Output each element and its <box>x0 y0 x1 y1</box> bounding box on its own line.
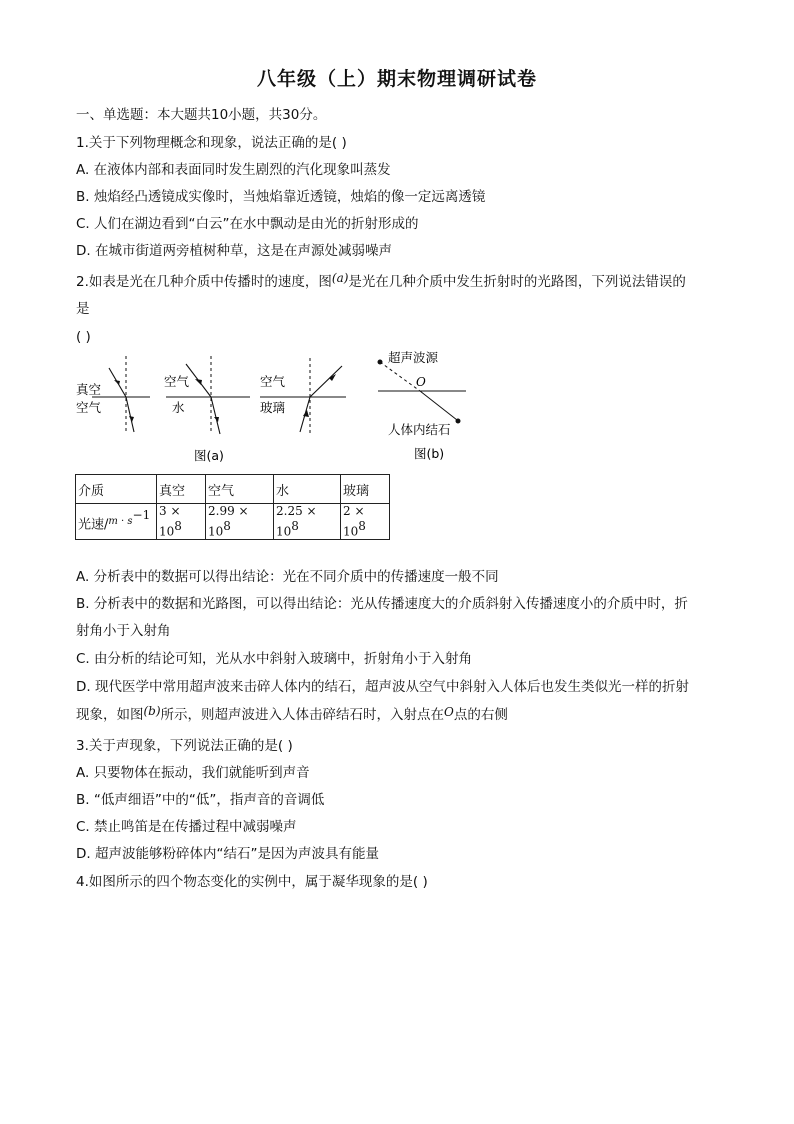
label-top: 空气 <box>164 374 190 389</box>
label-bottom: 水 <box>172 400 185 415</box>
q2-option-d-symbol-b: (b) <box>143 704 161 718</box>
label-top: 空气 <box>260 374 286 389</box>
q2-option-d-line2: 现象，如图(b)所示，则超声波进入人体击碎结石时，入射点在O点的右侧 <box>76 704 508 723</box>
section-heading: 一、单选题：本大题共10小题，共30分。 <box>76 107 327 123</box>
table-header-cell: 介质 <box>76 475 157 504</box>
table-header-row <box>76 475 390 504</box>
fig-b-source-label: 超声波源 <box>388 350 439 365</box>
q2-stem-line2: 是 <box>76 301 90 317</box>
fig-b-caption: 图(b) <box>414 446 445 461</box>
fig-a-panel-air-water <box>164 356 250 434</box>
q3-option-c: C. 禁止鸣笛是在传播过程中减弱噪声 <box>76 819 297 835</box>
refracted-ray <box>126 397 134 432</box>
q2-option-b-line1: B. 分析表中的数据和光路图，可以得出结论：光从传播速度大的介质斜射入传播速度小的介质中时，折 <box>76 596 688 612</box>
q2-stem-line1 <box>76 273 686 291</box>
q2-option-a: A. 分析表中的数据可以得出结论：光在不同介质中的传播速度一般不同 <box>76 569 499 585</box>
q3-stem: 3.关于声现象，下列说法正确的是( ) <box>76 738 293 754</box>
refraction-figures <box>74 346 484 466</box>
q1-option-c: C. 人们在湖边看到“白云”在水中飘动是由光的折射形成的 <box>76 216 419 232</box>
table-cell: $2.99 \times 10^8$ <box>206 504 274 540</box>
fig-a-panel-vacuum-air <box>76 356 150 434</box>
table-header-cell: 水 <box>274 475 341 504</box>
page-title: 八年级（上）期末物理调研试卷 <box>256 68 537 90</box>
fig-a-caption: 图(a) <box>194 448 224 463</box>
light-speed-table <box>75 474 390 540</box>
table-header-cell: 玻璃 <box>341 475 390 504</box>
label-bottom: 玻璃 <box>260 400 286 415</box>
fig-b-ultrasound <box>378 350 467 461</box>
fig-a-panel-air-glass <box>260 358 346 434</box>
refracted-path <box>420 391 457 420</box>
q1-option-a: A. 在液体内部和表面同时发生剧烈的汽化现象叫蒸发 <box>76 162 391 178</box>
q2-paren: ( ) <box>76 329 91 345</box>
q2-stem-part2: 是光在几种介质中发生折射时的光路图，下列说法错误的 <box>348 274 686 290</box>
q2-option-d-line1: D. 现代医学中常用超声波来击碎人体内的结石，超声波从空气中斜射入人体后也发生类似光一样的折射 <box>76 679 689 695</box>
table-cell: $2.25 \times 10^8$ <box>274 504 341 540</box>
q3-option-a: A. 只要物体在振动，我们就能听到声音 <box>76 765 310 781</box>
refracted-ray <box>310 366 342 397</box>
fig-b-point-label: O <box>416 375 426 389</box>
arrow-icon <box>114 380 120 385</box>
table-header-cell: 空气 <box>206 475 274 504</box>
q2-stem-symbol-a: (a) <box>331 271 349 285</box>
fig-b-stone-label: 人体内结石 <box>388 422 451 437</box>
table-row <box>76 504 390 540</box>
table-header-cell: 真空 <box>157 475 206 504</box>
q2-option-b-line2: 射角小于入射角 <box>76 623 171 639</box>
table-cell: $2 \times 10^8$ <box>341 504 390 540</box>
q3-option-d: D. 超声波能够粉碎体内“结石”是因为声波具有能量 <box>76 846 379 862</box>
label-top: 真空 <box>76 382 102 397</box>
stone-point-icon <box>456 419 461 424</box>
q2-option-d-symbol-o: O <box>444 705 454 719</box>
arrow-icon <box>195 379 202 385</box>
table-row-label: 光速/$^{m \cdot s-1}$ <box>76 504 157 540</box>
q1-stem: 1.关于下列物理概念和现象，说法正确的是( ) <box>76 135 347 151</box>
q4-stem: 4.如图所示的四个物态变化的实例中，属于凝华现象的是( ) <box>76 874 428 890</box>
incident-path <box>380 362 420 391</box>
refracted-ray <box>211 397 220 434</box>
q2-option-c: C. 由分析的结论可知，光从水中斜射入玻璃中，折射角小于入射角 <box>76 651 473 667</box>
q1-option-d: D. 在城市街道两旁植树种草，这是在声源处减弱噪声 <box>76 243 392 259</box>
q2-stem-part1: 2.如表是光在几种介质中传播时的速度，图 <box>76 274 332 290</box>
label-bottom: 空气 <box>76 400 102 415</box>
q3-option-b: B. “低声细语”中的“低”，指声音的音调低 <box>76 792 325 808</box>
q1-option-b: B. 烛焰经凸透镜成实像时，当烛焰靠近透镜，烛焰的像一定远离透镜 <box>76 189 486 205</box>
table-cell: $3 \times 10^8$ <box>157 504 206 540</box>
